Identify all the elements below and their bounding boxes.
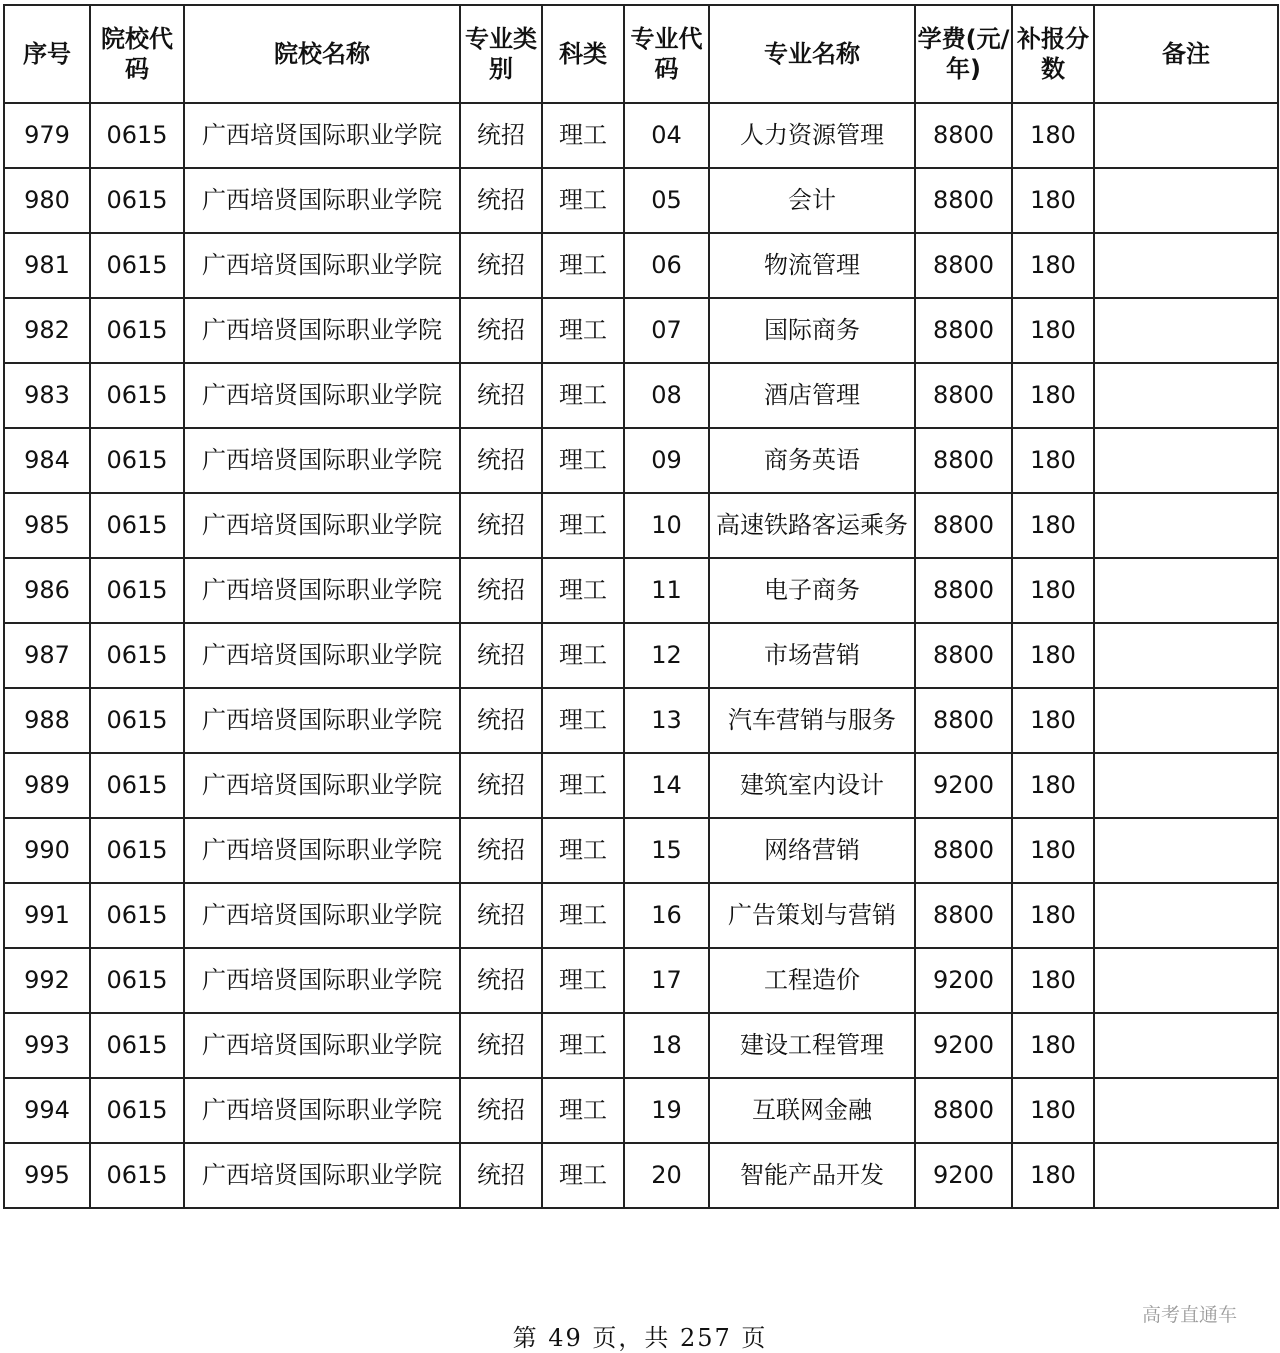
cell-seq: 988	[4, 688, 90, 753]
cell-school-code: 0615	[90, 363, 184, 428]
cell-major-name: 建设工程管理	[709, 1013, 915, 1078]
cell-major-code: 11	[624, 558, 709, 623]
cell-score: 180	[1012, 948, 1094, 1013]
cell-tuition: 8800	[915, 298, 1012, 363]
cell-major-type: 统招	[460, 233, 542, 298]
cell-remark	[1094, 1078, 1278, 1143]
cell-major-name: 人力资源管理	[709, 103, 915, 168]
cell-tuition: 9200	[915, 1013, 1012, 1078]
cell-school-name: 广西培贤国际职业学院	[184, 623, 460, 688]
cell-subject: 理工	[542, 688, 624, 753]
cell-school-code: 0615	[90, 818, 184, 883]
cell-major-type: 统招	[460, 688, 542, 753]
cell-remark	[1094, 168, 1278, 233]
cell-major-name: 商务英语	[709, 428, 915, 493]
header-row	[4, 5, 1278, 103]
cell-remark	[1094, 753, 1278, 818]
cell-major-type: 统招	[460, 818, 542, 883]
cell-tuition: 8800	[915, 168, 1012, 233]
cell-score: 180	[1012, 623, 1094, 688]
cell-school-code: 0615	[90, 753, 184, 818]
cell-subject: 理工	[542, 948, 624, 1013]
cell-school-name: 广西培贤国际职业学院	[184, 948, 460, 1013]
admissions-table	[3, 4, 1279, 1209]
table-row	[4, 883, 1278, 948]
cell-tuition: 8800	[915, 233, 1012, 298]
watermark: 高考直通车	[1142, 1304, 1238, 1326]
cell-remark	[1094, 103, 1278, 168]
cell-subject: 理工	[542, 818, 624, 883]
cell-major-name: 工程造价	[709, 948, 915, 1013]
cell-school-name: 广西培贤国际职业学院	[184, 883, 460, 948]
cell-major-type: 统招	[460, 493, 542, 558]
cell-major-type: 统招	[460, 558, 542, 623]
header-subject: 科类	[542, 5, 624, 103]
cell-major-type: 统招	[460, 623, 542, 688]
cell-school-code: 0615	[90, 103, 184, 168]
cell-major-name: 高速铁路客运乘务	[709, 493, 915, 558]
cell-tuition: 8800	[915, 558, 1012, 623]
cell-remark	[1094, 428, 1278, 493]
cell-school-name: 广西培贤国际职业学院	[184, 233, 460, 298]
cell-score: 180	[1012, 493, 1094, 558]
cell-remark	[1094, 233, 1278, 298]
cell-school-code: 0615	[90, 883, 184, 948]
cell-major-name: 互联网金融	[709, 1078, 915, 1143]
table-row	[4, 168, 1278, 233]
header-major-code: 专业代码	[624, 5, 709, 103]
table-row	[4, 103, 1278, 168]
cell-subject: 理工	[542, 623, 624, 688]
cell-score: 180	[1012, 688, 1094, 753]
cell-seq: 991	[4, 883, 90, 948]
table-row	[4, 1143, 1278, 1208]
cell-major-name: 网络营销	[709, 818, 915, 883]
cell-major-code: 09	[624, 428, 709, 493]
cell-subject: 理工	[542, 1078, 624, 1143]
cell-school-name: 广西培贤国际职业学院	[184, 428, 460, 493]
header-remark: 备注	[1094, 5, 1278, 103]
cell-score: 180	[1012, 428, 1094, 493]
cell-tuition: 8800	[915, 363, 1012, 428]
cell-tuition: 8800	[915, 688, 1012, 753]
cell-subject: 理工	[542, 103, 624, 168]
cell-major-code: 16	[624, 883, 709, 948]
cell-school-code: 0615	[90, 623, 184, 688]
header-tuition: 学费(元/年)	[915, 5, 1012, 103]
cell-subject: 理工	[542, 1013, 624, 1078]
cell-tuition: 8800	[915, 818, 1012, 883]
cell-major-code: 06	[624, 233, 709, 298]
cell-major-code: 08	[624, 363, 709, 428]
cell-seq: 979	[4, 103, 90, 168]
cell-remark	[1094, 623, 1278, 688]
cell-major-code: 14	[624, 753, 709, 818]
cell-subject: 理工	[542, 233, 624, 298]
header-major-name: 专业名称	[709, 5, 915, 103]
cell-major-type: 统招	[460, 948, 542, 1013]
header-score: 补报分数	[1012, 5, 1094, 103]
cell-remark	[1094, 948, 1278, 1013]
cell-school-code: 0615	[90, 1013, 184, 1078]
table-row	[4, 493, 1278, 558]
cell-subject: 理工	[542, 363, 624, 428]
cell-seq: 982	[4, 298, 90, 363]
cell-school-name: 广西培贤国际职业学院	[184, 168, 460, 233]
cell-remark	[1094, 363, 1278, 428]
cell-major-type: 统招	[460, 103, 542, 168]
cell-school-name: 广西培贤国际职业学院	[184, 753, 460, 818]
cell-major-name: 酒店管理	[709, 363, 915, 428]
cell-major-type: 统招	[460, 428, 542, 493]
table-row	[4, 818, 1278, 883]
cell-major-type: 统招	[460, 1143, 542, 1208]
cell-major-name: 智能产品开发	[709, 1143, 915, 1208]
cell-school-name: 广西培贤国际职业学院	[184, 363, 460, 428]
cell-major-name: 物流管理	[709, 233, 915, 298]
cell-subject: 理工	[542, 298, 624, 363]
cell-major-name: 会计	[709, 168, 915, 233]
cell-remark	[1094, 1013, 1278, 1078]
cell-major-name: 汽车营销与服务	[709, 688, 915, 753]
table-row	[4, 948, 1278, 1013]
table-row	[4, 363, 1278, 428]
table-row	[4, 688, 1278, 753]
cell-school-name: 广西培贤国际职业学院	[184, 298, 460, 363]
cell-tuition: 9200	[915, 948, 1012, 1013]
cell-major-type: 统招	[460, 883, 542, 948]
table-row	[4, 298, 1278, 363]
cell-major-name: 电子商务	[709, 558, 915, 623]
table-row	[4, 623, 1278, 688]
cell-subject: 理工	[542, 558, 624, 623]
cell-remark	[1094, 493, 1278, 558]
cell-seq: 993	[4, 1013, 90, 1078]
cell-major-name: 建筑室内设计	[709, 753, 915, 818]
cell-subject: 理工	[542, 428, 624, 493]
cell-major-code: 05	[624, 168, 709, 233]
cell-tuition: 8800	[915, 883, 1012, 948]
cell-seq: 992	[4, 948, 90, 1013]
cell-major-type: 统招	[460, 1078, 542, 1143]
cell-school-code: 0615	[90, 428, 184, 493]
cell-school-code: 0615	[90, 298, 184, 363]
cell-tuition: 8800	[915, 493, 1012, 558]
cell-score: 180	[1012, 103, 1094, 168]
cell-major-code: 17	[624, 948, 709, 1013]
page-number-footer: 第 49 页，共 257 页	[512, 1324, 768, 1352]
cell-score: 180	[1012, 298, 1094, 363]
cell-major-name: 国际商务	[709, 298, 915, 363]
cell-major-type: 统招	[460, 168, 542, 233]
header-seq: 序号	[4, 5, 90, 103]
cell-remark	[1094, 1143, 1278, 1208]
cell-remark	[1094, 298, 1278, 363]
table-row	[4, 753, 1278, 818]
header-school-code: 院校代码	[90, 5, 184, 103]
cell-major-type: 统招	[460, 1013, 542, 1078]
cell-score: 180	[1012, 558, 1094, 623]
cell-score: 180	[1012, 883, 1094, 948]
table-row	[4, 1078, 1278, 1143]
cell-major-type: 统招	[460, 298, 542, 363]
cell-subject: 理工	[542, 493, 624, 558]
cell-seq: 994	[4, 1078, 90, 1143]
cell-tuition: 8800	[915, 428, 1012, 493]
cell-seq: 981	[4, 233, 90, 298]
cell-subject: 理工	[542, 1143, 624, 1208]
cell-school-name: 广西培贤国际职业学院	[184, 818, 460, 883]
cell-seq: 980	[4, 168, 90, 233]
cell-school-code: 0615	[90, 948, 184, 1013]
cell-seq: 985	[4, 493, 90, 558]
cell-tuition: 8800	[915, 103, 1012, 168]
cell-school-code: 0615	[90, 168, 184, 233]
cell-remark	[1094, 883, 1278, 948]
cell-tuition: 9200	[915, 753, 1012, 818]
cell-score: 180	[1012, 168, 1094, 233]
cell-seq: 989	[4, 753, 90, 818]
cell-seq: 986	[4, 558, 90, 623]
table-row	[4, 558, 1278, 623]
cell-remark	[1094, 688, 1278, 753]
cell-school-code: 0615	[90, 493, 184, 558]
cell-subject: 理工	[542, 753, 624, 818]
header-school-name: 院校名称	[184, 5, 460, 103]
cell-school-name: 广西培贤国际职业学院	[184, 688, 460, 753]
cell-major-code: 04	[624, 103, 709, 168]
cell-subject: 理工	[542, 883, 624, 948]
cell-major-name: 广告策划与营销	[709, 883, 915, 948]
cell-score: 180	[1012, 1078, 1094, 1143]
cell-score: 180	[1012, 1013, 1094, 1078]
cell-school-code: 0615	[90, 688, 184, 753]
cell-major-code: 10	[624, 493, 709, 558]
cell-score: 180	[1012, 818, 1094, 883]
cell-seq: 987	[4, 623, 90, 688]
cell-major-code: 15	[624, 818, 709, 883]
cell-score: 180	[1012, 1143, 1094, 1208]
cell-school-name: 广西培贤国际职业学院	[184, 1078, 460, 1143]
cell-school-name: 广西培贤国际职业学院	[184, 493, 460, 558]
cell-school-name: 广西培贤国际职业学院	[184, 1013, 460, 1078]
cell-tuition: 8800	[915, 1078, 1012, 1143]
table-row	[4, 428, 1278, 493]
cell-school-name: 广西培贤国际职业学院	[184, 103, 460, 168]
cell-seq: 990	[4, 818, 90, 883]
cell-school-code: 0615	[90, 1143, 184, 1208]
cell-major-code: 07	[624, 298, 709, 363]
cell-score: 180	[1012, 753, 1094, 818]
cell-school-name: 广西培贤国际职业学院	[184, 1143, 460, 1208]
cell-tuition: 8800	[915, 623, 1012, 688]
cell-school-code: 0615	[90, 1078, 184, 1143]
cell-major-code: 19	[624, 1078, 709, 1143]
cell-major-type: 统招	[460, 363, 542, 428]
cell-tuition: 9200	[915, 1143, 1012, 1208]
table-row	[4, 233, 1278, 298]
cell-major-code: 20	[624, 1143, 709, 1208]
cell-major-name: 市场营销	[709, 623, 915, 688]
cell-score: 180	[1012, 233, 1094, 298]
cell-school-code: 0615	[90, 558, 184, 623]
cell-score: 180	[1012, 363, 1094, 428]
cell-major-code: 12	[624, 623, 709, 688]
cell-remark	[1094, 818, 1278, 883]
header-major-type: 专业类别	[460, 5, 542, 103]
cell-seq: 984	[4, 428, 90, 493]
cell-seq: 983	[4, 363, 90, 428]
cell-major-type: 统招	[460, 753, 542, 818]
cell-seq: 995	[4, 1143, 90, 1208]
cell-major-code: 13	[624, 688, 709, 753]
cell-school-code: 0615	[90, 233, 184, 298]
cell-subject: 理工	[542, 168, 624, 233]
cell-remark	[1094, 558, 1278, 623]
cell-school-name: 广西培贤国际职业学院	[184, 558, 460, 623]
table-row	[4, 1013, 1278, 1078]
cell-major-code: 18	[624, 1013, 709, 1078]
